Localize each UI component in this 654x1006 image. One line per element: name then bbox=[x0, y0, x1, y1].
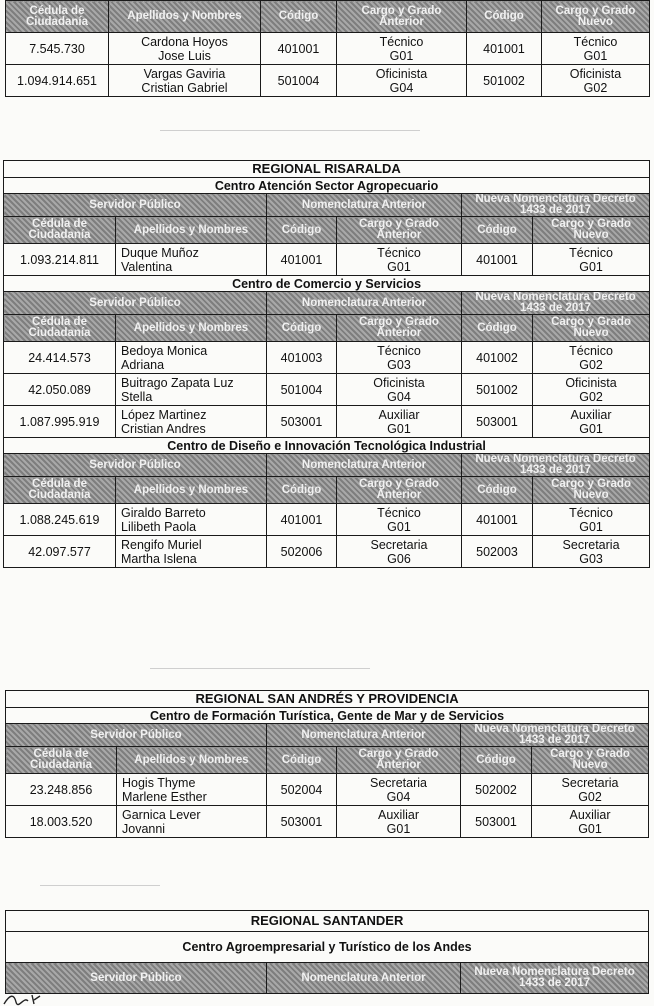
cargo-anterior-cell: Técnico G01 bbox=[337, 33, 467, 65]
servidor-publico-header: Servidor Público bbox=[4, 454, 267, 477]
centro-row bbox=[6, 932, 649, 963]
nueva-nomenclatura-header: Nueva Nomenclatura Decreto 1433 de 2017 bbox=[462, 454, 650, 477]
codigo-anterior-cell: 502006 bbox=[267, 536, 337, 568]
nombre-cell: Vargas Gaviria Cristian Gabriel bbox=[109, 65, 261, 97]
column-header-row bbox=[6, 747, 649, 774]
codigo-anterior-cell: 502004 bbox=[267, 774, 337, 806]
nombre-cell: López Martinez Cristian Andres bbox=[116, 406, 267, 438]
apellidos-nombres-header: Apellidos y Nombres bbox=[116, 217, 267, 244]
servidor-publico-header: Servidor Público bbox=[4, 292, 267, 315]
cargo-grado-anterior-header: Cargo y Grado Anterior bbox=[337, 1, 467, 33]
regional-santander-table bbox=[5, 910, 649, 994]
apellidos-nombres-header: Apellidos y Nombres bbox=[116, 477, 267, 504]
nomenclatura-anterior-header: Nomenclatura Anterior bbox=[267, 724, 461, 747]
table-row bbox=[6, 33, 650, 65]
regional-title: REGIONAL RISARALDA bbox=[4, 161, 650, 178]
nombre-cell: Hogis Thyme Marlene Esther bbox=[117, 774, 267, 806]
table-row bbox=[6, 806, 649, 838]
codigo-anterior-header: Código bbox=[267, 315, 337, 342]
nombre-cell: Garnica Lever Jovanni bbox=[117, 806, 267, 838]
cargo-anterior-cell: Técnico G01 bbox=[337, 244, 462, 276]
centro-name: Centro Agroempresarial y Turístico de los Andes bbox=[6, 932, 649, 963]
servidor-publico-header: Servidor Público bbox=[4, 194, 267, 217]
nombre-cell: Buitrago Zapata Luz Stella bbox=[116, 374, 267, 406]
cedula-cell: 1.093.214.811 bbox=[4, 244, 116, 276]
cargo-grado-nuevo-header: Cargo y Grado Nuevo bbox=[533, 315, 650, 342]
table-row bbox=[4, 504, 650, 536]
cargo-grado-nuevo-header: Cargo y Grado Nuevo bbox=[532, 747, 649, 774]
codigo-anterior-header: Código bbox=[267, 747, 337, 774]
cargo-grado-nuevo-header: Cargo y Grado Nuevo bbox=[533, 477, 650, 504]
codigo-nuevo-header: Código bbox=[461, 747, 532, 774]
nomenclatura-anterior-header: Nomenclatura Anterior bbox=[267, 194, 462, 217]
table-row bbox=[4, 342, 650, 374]
centro-row bbox=[4, 438, 650, 454]
cedula-header: Cédula de Ciudadanía bbox=[4, 315, 116, 342]
ghost-line bbox=[160, 130, 420, 131]
codigo-anterior-cell: 401003 bbox=[267, 342, 337, 374]
cargo-nuevo-cell: Oficinista G02 bbox=[542, 65, 650, 97]
table-row bbox=[6, 65, 650, 97]
cedula-cell: 42.050.089 bbox=[4, 374, 116, 406]
cargo-anterior-cell: Técnico G01 bbox=[337, 504, 462, 536]
codigo-nuevo-cell: 503001 bbox=[461, 806, 532, 838]
regional-title-row bbox=[4, 161, 650, 178]
cedula-cell: 7.545.730 bbox=[6, 33, 109, 65]
cedula-cell: 1.088.245.619 bbox=[4, 504, 116, 536]
column-header-row bbox=[4, 477, 650, 504]
nombre-cell: Bedoya Monica Adriana bbox=[116, 342, 267, 374]
cedula-cell: 18.003.520 bbox=[6, 806, 117, 838]
table-row bbox=[4, 244, 650, 276]
centro-row bbox=[4, 178, 650, 194]
cargo-anterior-cell: Auxiliar G01 bbox=[337, 806, 461, 838]
codigo-anterior-cell: 401001 bbox=[267, 504, 337, 536]
nueva-nomenclatura-header: Nueva Nomenclatura Decreto 1433 de 2017 bbox=[461, 963, 649, 994]
nomenclatura-anterior-header: Nomenclatura Anterior bbox=[267, 963, 461, 994]
codigo-anterior-cell: 401001 bbox=[261, 33, 337, 65]
group-header-row bbox=[6, 963, 649, 994]
codigo-anterior-cell: 501004 bbox=[267, 374, 337, 406]
regional-title-row bbox=[6, 691, 649, 708]
apellidos-nombres-header: Apellidos y Nombres bbox=[116, 315, 267, 342]
nueva-nomenclatura-header: Nueva Nomenclatura Decreto 1433 de 2017 bbox=[461, 724, 649, 747]
cargo-anterior-cell: Oficinista G04 bbox=[337, 374, 462, 406]
cedula-cell: 1.087.995.919 bbox=[4, 406, 116, 438]
servidor-publico-header: Servidor Público bbox=[6, 963, 267, 994]
cedula-cell: 42.097.577 bbox=[4, 536, 116, 568]
group-header-row bbox=[4, 292, 650, 315]
apellidos-nombres-header: Apellidos y Nombres bbox=[109, 1, 261, 33]
servidor-publico-header: Servidor Público bbox=[6, 724, 267, 747]
regional-title: REGIONAL SANTANDER bbox=[6, 911, 649, 932]
regional-risaralda-table bbox=[3, 160, 650, 568]
cargo-nuevo-cell: Secretaria G02 bbox=[532, 774, 649, 806]
cargo-anterior-cell: Secretaria G04 bbox=[337, 774, 461, 806]
cargo-grado-nuevo-header: Cargo y Grado Nuevo bbox=[542, 1, 650, 33]
apellidos-nombres-header: Apellidos y Nombres bbox=[117, 747, 267, 774]
codigo-anterior-header: Código bbox=[261, 1, 337, 33]
cedula-cell: 23.248.856 bbox=[6, 774, 117, 806]
cedula-header: Cédula de Ciudadanía bbox=[6, 1, 109, 33]
regional-san-andres-table bbox=[5, 690, 649, 838]
cargo-anterior-cell: Secretaria G06 bbox=[337, 536, 462, 568]
column-header-row bbox=[6, 1, 650, 33]
codigo-nuevo-cell: 501002 bbox=[467, 65, 542, 97]
table-row bbox=[6, 774, 649, 806]
regional-title: REGIONAL SAN ANDRÉS Y PROVIDENCIA bbox=[6, 691, 649, 708]
cedula-cell: 1.094.914.651 bbox=[6, 65, 109, 97]
nomenclatura-anterior-header: Nomenclatura Anterior bbox=[267, 292, 462, 315]
cargo-nuevo-cell: Técnico G01 bbox=[533, 244, 650, 276]
column-header-row bbox=[4, 315, 650, 342]
codigo-anterior-header: Código bbox=[267, 217, 337, 244]
cargo-nuevo-cell: Secretaria G03 bbox=[533, 536, 650, 568]
cargo-nuevo-cell: Técnico G01 bbox=[533, 504, 650, 536]
group-header-row bbox=[4, 454, 650, 477]
centro-name: Centro de Diseño e Innovación Tecnológica Industrial bbox=[4, 438, 650, 454]
cargo-anterior-cell: Oficinista G04 bbox=[337, 65, 467, 97]
nombre-cell: Duque Muñoz Valentina bbox=[116, 244, 267, 276]
centro-name: Centro de Comercio y Servicios bbox=[4, 276, 650, 292]
centro-row bbox=[4, 276, 650, 292]
cedula-header: Cédula de Ciudadanía bbox=[4, 217, 116, 244]
signature-mark bbox=[2, 992, 52, 1006]
codigo-nuevo-header: Código bbox=[462, 217, 533, 244]
cedula-header: Cédula de Ciudadanía bbox=[6, 747, 117, 774]
codigo-nuevo-cell: 401001 bbox=[467, 33, 542, 65]
cargo-grado-anterior-header: Cargo y Grado Anterior bbox=[337, 747, 461, 774]
column-header-row bbox=[4, 217, 650, 244]
cargo-nuevo-cell: Técnico G01 bbox=[542, 33, 650, 65]
ghost-line bbox=[40, 885, 160, 886]
ghost-line bbox=[150, 668, 370, 669]
centro-name: Centro Atención Sector Agropecuario bbox=[4, 178, 650, 194]
nueva-nomenclatura-header: Nueva Nomenclatura Decreto 1433 de 2017 bbox=[462, 194, 650, 217]
codigo-nuevo-header: Código bbox=[462, 315, 533, 342]
table-row bbox=[4, 374, 650, 406]
top-continuation-table bbox=[5, 0, 650, 97]
cargo-anterior-cell: Auxiliar G01 bbox=[337, 406, 462, 438]
cedula-header: Cédula de Ciudadanía bbox=[4, 477, 116, 504]
cargo-nuevo-cell: Técnico G02 bbox=[533, 342, 650, 374]
codigo-nuevo-cell: 503001 bbox=[462, 406, 533, 438]
codigo-nuevo-cell: 401002 bbox=[462, 342, 533, 374]
table-row bbox=[4, 406, 650, 438]
nombre-cell: Giraldo Barreto Lilibeth Paola bbox=[116, 504, 267, 536]
cargo-grado-anterior-header: Cargo y Grado Anterior bbox=[337, 315, 462, 342]
centro-name: Centro de Formación Turística, Gente de Mar y de Servicios bbox=[6, 708, 649, 724]
cargo-nuevo-cell: Oficinista G02 bbox=[533, 374, 650, 406]
codigo-nuevo-cell: 401001 bbox=[462, 244, 533, 276]
cargo-grado-anterior-header: Cargo y Grado Anterior bbox=[337, 217, 462, 244]
codigo-anterior-cell: 401001 bbox=[267, 244, 337, 276]
nombre-cell: Cardona Hoyos Jose Luis bbox=[109, 33, 261, 65]
cargo-grado-anterior-header: Cargo y Grado Anterior bbox=[337, 477, 462, 504]
group-header-row bbox=[6, 724, 649, 747]
codigo-anterior-cell: 503001 bbox=[267, 406, 337, 438]
codigo-nuevo-header: Código bbox=[467, 1, 542, 33]
nueva-nomenclatura-header: Nueva Nomenclatura Decreto 1433 de 2017 bbox=[462, 292, 650, 315]
nomenclatura-anterior-header: Nomenclatura Anterior bbox=[267, 454, 462, 477]
cargo-nuevo-cell: Auxiliar G01 bbox=[533, 406, 650, 438]
codigo-nuevo-cell: 502003 bbox=[462, 536, 533, 568]
group-header-row bbox=[4, 194, 650, 217]
codigo-nuevo-cell: 501002 bbox=[462, 374, 533, 406]
nombre-cell: Rengifo Muriel Martha Islena bbox=[116, 536, 267, 568]
codigo-anterior-cell: 501004 bbox=[261, 65, 337, 97]
regional-title-row bbox=[6, 911, 649, 932]
codigo-nuevo-cell: 401001 bbox=[462, 504, 533, 536]
table-row bbox=[4, 536, 650, 568]
codigo-anterior-cell: 503001 bbox=[267, 806, 337, 838]
centro-row bbox=[6, 708, 649, 724]
codigo-nuevo-header: Código bbox=[462, 477, 533, 504]
codigo-nuevo-cell: 502002 bbox=[461, 774, 532, 806]
codigo-anterior-header: Código bbox=[267, 477, 337, 504]
cargo-nuevo-cell: Auxiliar G01 bbox=[532, 806, 649, 838]
cedula-cell: 24.414.573 bbox=[4, 342, 116, 374]
cargo-grado-nuevo-header: Cargo y Grado Nuevo bbox=[533, 217, 650, 244]
cargo-anterior-cell: Técnico G03 bbox=[337, 342, 462, 374]
